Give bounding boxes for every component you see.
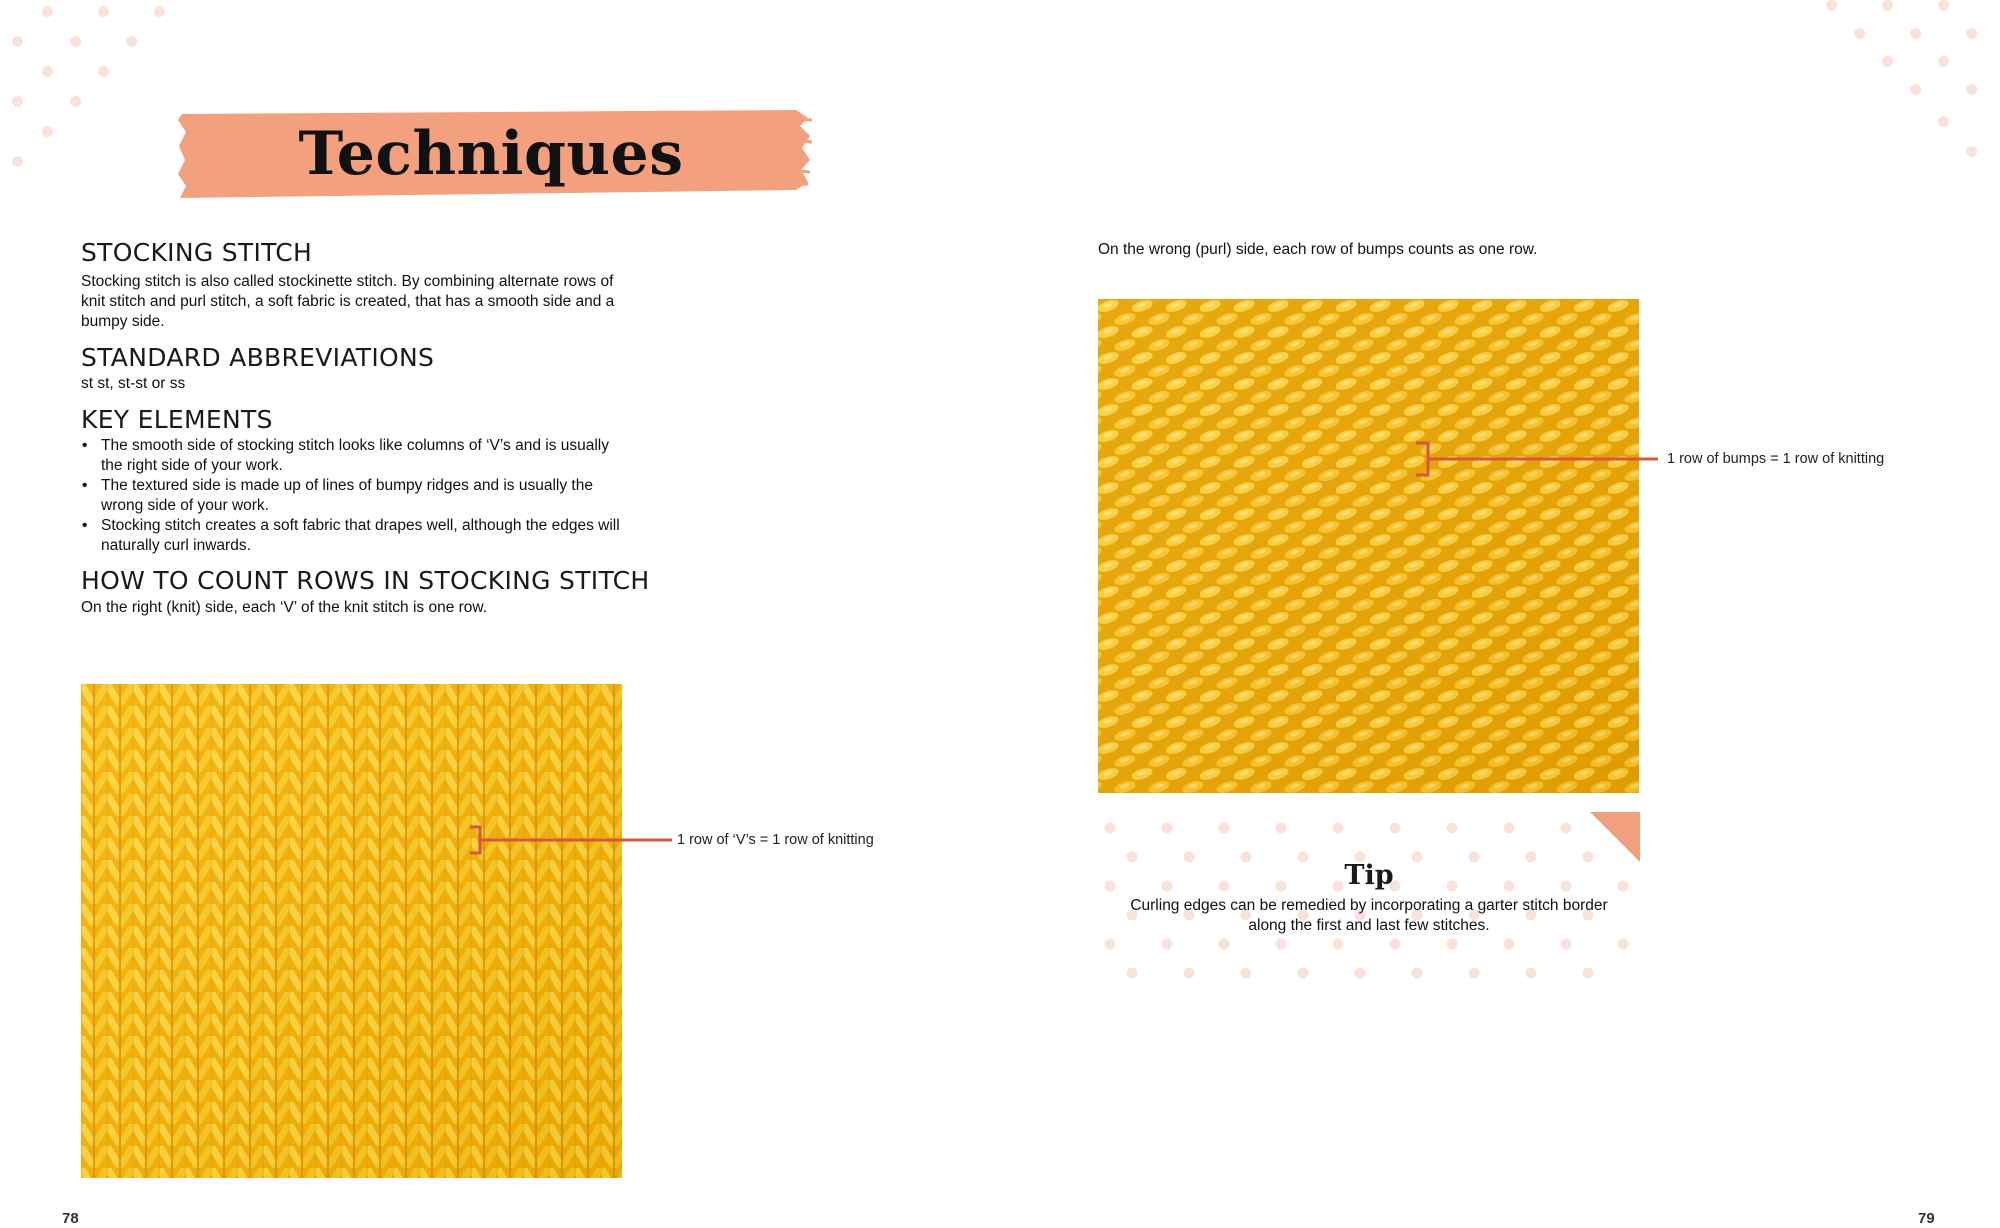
tip-decorative-dot xyxy=(1184,968,1195,979)
tip-decorative-dot xyxy=(1276,939,1287,950)
decorative-dot xyxy=(70,96,81,107)
count-rows-heading: HOW TO COUNT ROWS IN STOCKING STITCH xyxy=(81,566,650,595)
tip-decorative-dot xyxy=(1390,823,1401,834)
decorative-dot xyxy=(1966,28,1977,39)
tip-decorative-dot xyxy=(1333,823,1344,834)
decorative-dot xyxy=(1910,84,1921,95)
decorative-dot xyxy=(1882,0,1893,11)
tip-decorative-dot xyxy=(1390,939,1401,950)
key-element-item: • Stocking stitch creates a soft fabric that drapes well, although the edges will naturally curl inwards. xyxy=(81,516,633,556)
decorative-dot xyxy=(1966,146,1977,157)
purl-side-swatch-image xyxy=(1098,299,1639,793)
decorative-dot xyxy=(70,36,81,47)
decorative-dot xyxy=(12,96,23,107)
tip-decorative-dot xyxy=(1162,939,1173,950)
purl-row-callout-label: 1 row of bumps = 1 row of knitting xyxy=(1667,451,1885,467)
decorative-dot xyxy=(1882,56,1893,67)
decorative-dot xyxy=(1938,56,1949,67)
decorative-dot xyxy=(42,126,53,137)
tip-decorative-dot xyxy=(1526,968,1537,979)
tip-decorative-dot xyxy=(1469,968,1480,979)
decorative-dot xyxy=(154,6,165,17)
decorative-dot xyxy=(12,156,23,167)
purl-side-intro-text: On the wrong (purl) side, each row of bumps counts as one row. xyxy=(1098,241,1538,258)
tip-decorative-dot xyxy=(1241,968,1252,979)
page-number-right: 79 xyxy=(1918,1210,1935,1227)
tip-title: Tip xyxy=(1344,860,1394,891)
key-element-item: • The smooth side of stocking stitch looks like columns of ‘V’s and is usually the right side of your work. xyxy=(81,436,633,476)
tip-decorative-dot xyxy=(1561,939,1572,950)
tip-text: Curling edges can be remedied by incorporating a garter stitch border along the first and last few stitches. xyxy=(1130,897,1608,934)
tip-decorative-dot xyxy=(1504,939,1515,950)
stocking-stitch-heading: STOCKING STITCH xyxy=(81,238,313,267)
knit-row-bracket-line xyxy=(468,824,674,856)
abbreviations-text: st st, st-st or ss xyxy=(81,375,186,392)
tip-decorative-dot xyxy=(1219,939,1230,950)
decorative-dot xyxy=(1910,28,1921,39)
page-number-left: 78 xyxy=(62,1210,79,1227)
tip-decorative-dot xyxy=(1355,968,1366,979)
key-elements-heading: KEY ELEMENTS xyxy=(81,405,273,434)
decorative-dot xyxy=(1854,28,1865,39)
tip-decorative-dot xyxy=(1162,823,1173,834)
page-title: Techniques xyxy=(298,119,684,189)
decorative-dot xyxy=(1938,0,1949,11)
decorative-dot xyxy=(98,6,109,17)
tip-decorative-dot xyxy=(1105,939,1116,950)
count-rows-text: On the right (knit) side, each ‘V’ of the knit stitch is one row. xyxy=(81,599,488,616)
tip-decorative-dot xyxy=(1333,939,1344,950)
decorative-dot xyxy=(42,66,53,77)
decorative-dot xyxy=(126,36,137,47)
tip-decorative-dot xyxy=(1276,823,1287,834)
tip-decorative-dot xyxy=(1504,823,1515,834)
key-elements-list xyxy=(81,436,633,556)
tip-decorative-dot xyxy=(1561,823,1572,834)
knit-side-swatch-image xyxy=(81,684,622,1178)
abbreviations-heading: STANDARD ABBREVIATIONS xyxy=(81,343,435,372)
stocking-stitch-description: Stocking stitch is also called stockinette stitch. By combining alternate rows of knit stitch and purl stitch, a soft fabric is created, that has a smooth side and a bumpy side. xyxy=(81,273,615,330)
decorative-dot xyxy=(1938,116,1949,127)
knit-row-callout-label: 1 row of ‘V’s = 1 row of knitting xyxy=(677,832,874,848)
decorative-dot xyxy=(98,66,109,77)
tip-decorative-dot xyxy=(1219,823,1230,834)
decorative-dot xyxy=(42,6,53,17)
tip-decorative-dot xyxy=(1447,823,1458,834)
tip-decorative-dot xyxy=(1412,968,1423,979)
tip-decorative-dot xyxy=(1298,968,1309,979)
decorative-dot xyxy=(12,36,23,47)
decorative-dot xyxy=(1826,0,1837,11)
tip-decorative-dot xyxy=(1583,968,1594,979)
key-element-item: • The textured side is made up of lines of bumpy ridges and is usually the wrong side of your work. xyxy=(81,476,633,516)
purl-row-bracket-line xyxy=(1414,440,1660,478)
tip-decorative-dot xyxy=(1127,968,1138,979)
tip-decorative-dot xyxy=(1618,939,1629,950)
tip-decorative-dot xyxy=(1447,939,1458,950)
tip-decorative-dot xyxy=(1105,823,1116,834)
decorative-dot xyxy=(1966,84,1977,95)
